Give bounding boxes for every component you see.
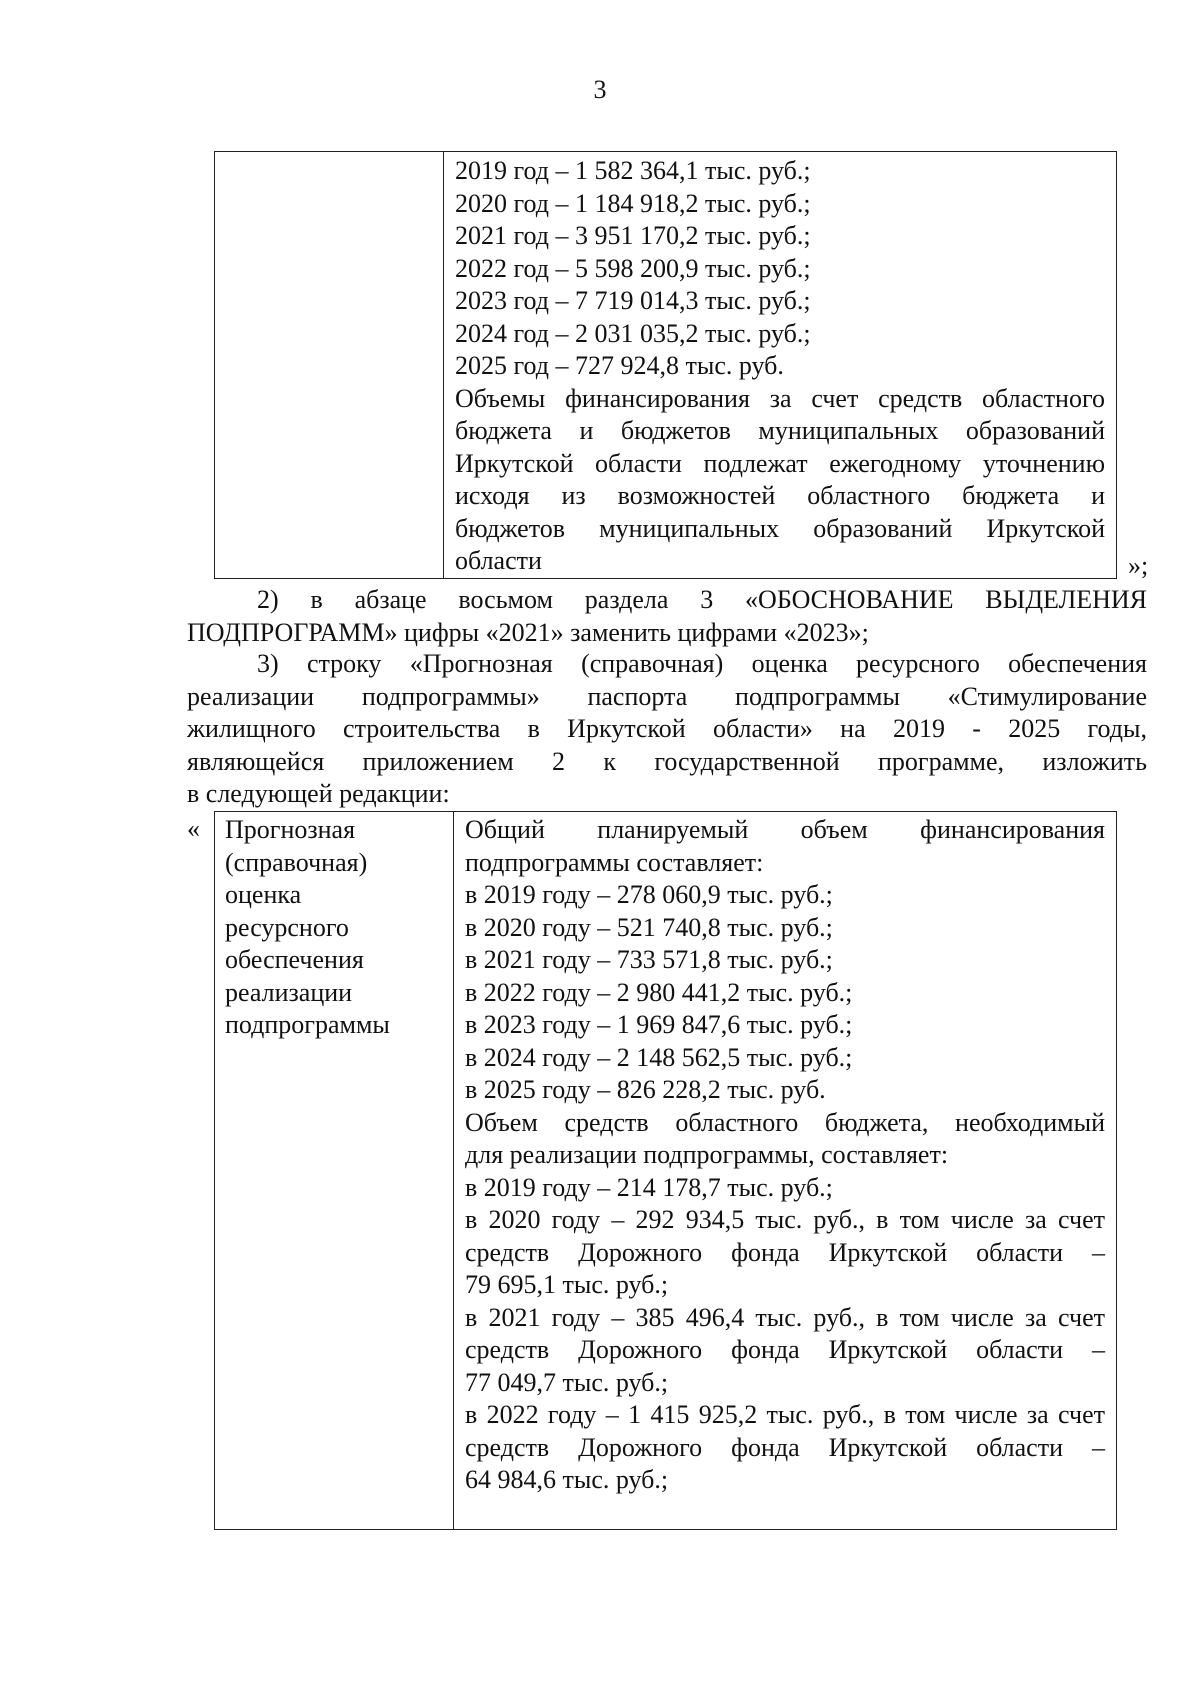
table2-left-line: подпрограммы <box>225 1010 390 1039</box>
paragraph-2-line: ПОДПРОГРАММ» цифры «2021» заменить цифрами «2023»; <box>187 617 869 647</box>
paragraph-3 <box>187 648 1147 811</box>
table2-right-cell <box>454 812 1117 1530</box>
table1-line: 2020 год – 1 184 918,2 тыс. руб.; <box>455 188 811 218</box>
opening-quote-mark: « <box>187 814 200 843</box>
table2-right-line: в 2024 году – 2 148 562,5 тыс. руб.; <box>465 1042 853 1072</box>
table1-left-cell <box>215 152 444 579</box>
table1-note-line: бюджетов муниципальных образований Иркутской <box>455 513 1105 543</box>
table2-right-line: 79 695,1 тыс. руб.; <box>465 1270 669 1299</box>
paragraph-2-line: 2) в абзаце восьмом раздела 3 «ОБОСНОВАНИЕ ВЫДЕЛЕНИЯ <box>257 585 1147 614</box>
table1-line: 2023 год – 7 719 014,3 тыс. руб.; <box>455 286 811 315</box>
resource-estimate-table <box>214 811 1117 1530</box>
table2-left-line: реализации <box>225 977 353 1007</box>
table1-right-cell <box>444 152 1117 579</box>
table2-left-line: ресурсного <box>225 912 349 942</box>
table2-right-line: Объем средств областного бюджета, необходимый <box>465 1107 1105 1137</box>
paragraph-3-line: жилищного строительства в Иркутской области» на 2019 - 2025 годы, <box>187 714 1147 743</box>
table2-right-line: в 2019 году – 278 060,9 тыс. руб.; <box>465 880 833 909</box>
table1-line: 2019 год – 1 582 364,1 тыс. руб.; <box>455 156 811 185</box>
table1-line: 2025 год – 727 924,8 тыс. руб. <box>455 351 784 380</box>
table1-note-line: области <box>455 546 542 575</box>
funding-table-continuation <box>214 151 1117 579</box>
table2-left-line: оценка <box>225 880 302 909</box>
table2-right-line: для реализации подпрограммы, составляет: <box>465 1140 949 1169</box>
paragraph-3-line: реализации подпрограммы» паспорта подпрограммы «Стимулирование <box>187 681 1147 711</box>
table2-right-line: средств Дорожного фонда Иркутской области – <box>465 1335 1105 1364</box>
table2-left-line: (справочная) <box>225 847 368 877</box>
paragraph-3-line: являющейся приложением 2 к государственной программе, изложить <box>187 746 1147 776</box>
table2-right-line: в 2020 году – 521 740,8 тыс. руб.; <box>465 912 833 942</box>
table2-left-line: Прогнозная <box>225 815 356 844</box>
table2-right-line: средств Дорожного фонда Иркутской области – <box>465 1432 1105 1462</box>
table1-line: 2021 год – 3 951 170,2 тыс. руб.; <box>455 221 811 250</box>
table2-right-line: в 2023 году – 1 969 847,6 тыс. руб.; <box>465 1010 853 1039</box>
table2-left-line: обеспечения <box>225 945 364 974</box>
paragraph-3-line: в следующей редакции: <box>187 779 450 808</box>
table2-right-line: в 2019 году – 214 178,7 тыс. руб.; <box>465 1172 833 1202</box>
table1-line: 2022 год – 5 598 200,9 тыс. руб.; <box>455 253 811 283</box>
closing-quote-mark: »; <box>1128 551 1149 580</box>
table2-right-line: в 2022 году – 1 415 925,2 тыс. руб., в том числе за счет <box>465 1400 1105 1429</box>
table1-note-line: исходя из возможностей областного бюджета и <box>455 481 1105 510</box>
table1-note-line: бюджета и бюджетов муниципальных образований <box>455 416 1105 445</box>
paragraph-3-line: 3) строку «Прогнозная (справочная) оценка ресурсного обеспечения <box>257 649 1147 678</box>
table2-right-line: в 2022 году – 2 980 441,2 тыс. руб.; <box>465 977 853 1007</box>
table2-right-line: Общий планируемый объем финансирования <box>465 815 1105 844</box>
table2-right-line: 64 984,6 тыс. руб.; <box>465 1465 669 1494</box>
table2-right-line: в 2020 году – 292 934,5 тыс. руб., в том числе за счет <box>465 1205 1105 1234</box>
table2-right-line: в 2021 году – 733 571,8 тыс. руб.; <box>465 945 833 974</box>
page-number: 3 <box>593 75 607 104</box>
table2-right-line: средств Дорожного фонда Иркутской области – <box>465 1237 1105 1267</box>
table1-line: 2024 год – 2 031 035,2 тыс. руб.; <box>455 318 811 348</box>
table2-right-line: в 2021 году – 385 496,4 тыс. руб., в том числе за счет <box>465 1302 1105 1332</box>
paragraph-2 <box>187 584 1147 649</box>
table1-note-line: Объемы финансирования за счет средств областного <box>455 383 1105 413</box>
table2-right-line: подпрограммы составляет: <box>465 847 764 877</box>
table2-right-line: в 2025 году – 826 228,2 тыс. руб. <box>465 1075 826 1104</box>
table1-note-line: Иркутской области подлежат ежегодному уточнению <box>455 448 1105 478</box>
table2-right-line: 77 049,7 тыс. руб.; <box>465 1367 669 1397</box>
table2-left-cell <box>215 812 454 1530</box>
